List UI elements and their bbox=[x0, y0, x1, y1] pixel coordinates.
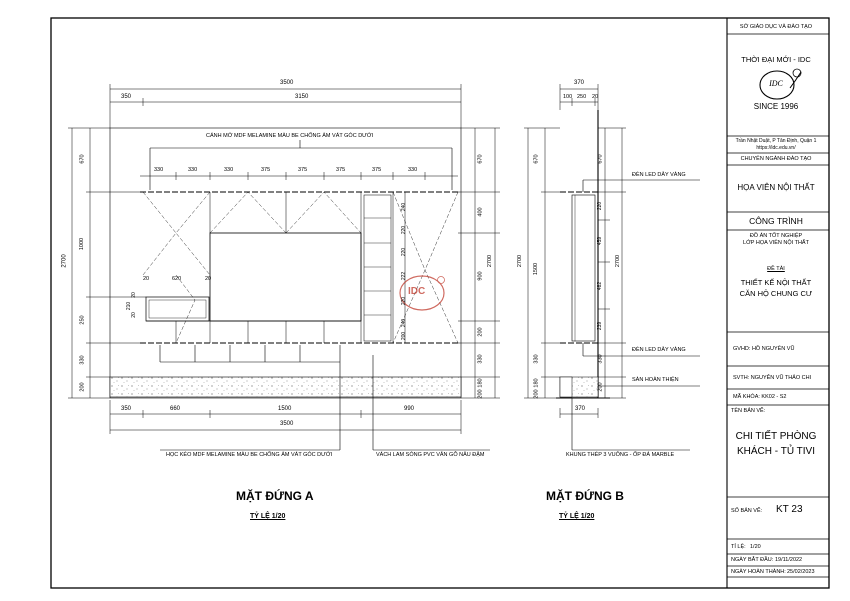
tb-sheet-no: KT 23 bbox=[776, 504, 803, 515]
dim-a-right: 330 bbox=[477, 354, 484, 364]
dim-a-left-total: 2700 bbox=[61, 254, 68, 268]
elevation-a-scale: TỶ LỆ 1/20 bbox=[250, 513, 286, 520]
dim-a-right: 200 bbox=[477, 389, 484, 399]
tb-scale-label: TỈ LỆ: bbox=[731, 544, 746, 550]
tb-major: HỌA VIÊN NỘI THẤT bbox=[737, 183, 815, 192]
dim-b-right: 482 bbox=[597, 281, 604, 291]
tb-start-value: 19/11/2022 bbox=[775, 557, 803, 563]
shelf-dim: 375 bbox=[372, 167, 382, 173]
tb-start-label: NGÀY BẮT ĐẦU: bbox=[731, 557, 774, 563]
dim-a-left: 670 bbox=[79, 154, 86, 164]
dim-a-bottom-total: 3500 bbox=[280, 421, 294, 427]
tb-major-label: CHUYÊN NGÀNH ĐÀO TẠO bbox=[740, 156, 812, 162]
shelf-dim: 375 bbox=[336, 167, 346, 173]
side-col-dim: 222 bbox=[401, 271, 408, 281]
dim-b-left-total: 2700 bbox=[517, 254, 524, 268]
door-callout-label: CÁNH MỞ MDF MELAMINE MÀU BE CHỐNG ẨM VÁT GÓC DƯỚI bbox=[206, 133, 374, 139]
tb-instructor: GVHD: HỒ NGUYÊN VŨ bbox=[733, 346, 795, 352]
lam-callout-label: VÁCH LAM SÓNG PVC VÂN GỖ NÂU ĐẬM bbox=[376, 452, 485, 458]
dim-a-right: 400 bbox=[477, 207, 484, 217]
dim-b-right: 670 bbox=[597, 154, 604, 164]
dim-a-top-main: 3150 bbox=[295, 94, 309, 100]
tb-sheet-label: SỐ BẢN VẼ: bbox=[731, 508, 763, 514]
dim-b-left: 330 bbox=[533, 354, 540, 364]
dim-a-right: 670 bbox=[477, 154, 484, 164]
led-bottom-label: ĐÈN LED DÂY VÀNG bbox=[632, 347, 686, 353]
floor-label: SÀN HOÀN THIỆN bbox=[632, 377, 679, 383]
dim-b-left: 1500 bbox=[533, 262, 540, 276]
tb-project-label: CÔNG TRÌNH bbox=[749, 216, 803, 226]
dim-a-bottom: 660 bbox=[170, 406, 181, 412]
dim-b-left: 670 bbox=[533, 154, 540, 164]
shelf-dim: 375 bbox=[298, 167, 308, 173]
dim-b-right: 459 bbox=[597, 236, 604, 246]
dim-b-top-split: 100 bbox=[563, 94, 573, 100]
elevation-a-title: MẶT ĐỨNG A bbox=[236, 489, 314, 503]
dim-a-bottom: 1500 bbox=[278, 406, 292, 412]
dim-b-right: 200 bbox=[597, 382, 604, 392]
title-block-rules bbox=[727, 34, 829, 577]
tb-course: MÃ KHÓA: KK02 - S2 bbox=[733, 394, 787, 400]
dim-b-left: 200 bbox=[533, 389, 540, 399]
side-col-dim: 220 bbox=[401, 296, 408, 306]
tb-end-value: 25/02/2023 bbox=[787, 569, 815, 575]
tb-topic-line1: THIẾT KẾ NỘI THẤT bbox=[740, 278, 812, 287]
elevation-b-scale: TỶ LỆ 1/20 bbox=[559, 513, 595, 520]
dim-a-right: 180 bbox=[477, 378, 484, 388]
tb-since: SINCE 1996 bbox=[753, 102, 799, 111]
elevation-b-title: MẶT ĐỨNG B bbox=[546, 489, 624, 503]
watermark-text: IDC bbox=[408, 286, 426, 297]
dim-b-bottom: 370 bbox=[575, 406, 586, 412]
tb-scale-value: 1/20 bbox=[750, 544, 761, 550]
tb-website: https://idc.edu.vn/ bbox=[756, 145, 796, 151]
steel-callout-label: KHUNG THÉP 3 VUÔNG - ỐP ĐÁ MARBLE bbox=[566, 452, 675, 458]
dim-a-bottom: 990 bbox=[404, 406, 415, 412]
shelf-dim: 330 bbox=[408, 167, 418, 173]
dim-a-left: 330 bbox=[79, 355, 86, 365]
inner-dim: 20 bbox=[143, 276, 150, 282]
dim-a-left: 250 bbox=[79, 315, 86, 325]
dim-a-left: 1000 bbox=[79, 237, 86, 251]
dim-b-top-total: 370 bbox=[574, 80, 585, 86]
tb-drawing-name-label: TÊN BẢN VẼ: bbox=[731, 408, 766, 414]
tb-drawing-name-line2: KHÁCH - TỦ TIVI bbox=[737, 446, 815, 457]
side-col-dim: 220 bbox=[401, 247, 408, 257]
tb-topic-label: ĐỀ TÀI bbox=[767, 266, 785, 272]
drawer-callout-label: HỌC KÉO MDF MELAMINE MÀU BE CHỐNG ẨM VÁT GÓC DƯỚI bbox=[166, 452, 333, 458]
led-top-label: ĐÈN LED DÂY VÀNG bbox=[632, 172, 686, 178]
shelf-dim: 330 bbox=[154, 167, 164, 173]
dim-b-left: 180 bbox=[533, 378, 540, 388]
side-col-dim: 240 bbox=[401, 202, 408, 212]
side-col-dim: 200 bbox=[401, 331, 408, 341]
tb-topic-line2: CĂN HỘ CHUNG CƯ bbox=[739, 289, 813, 298]
dim-a-left: 200 bbox=[79, 382, 86, 392]
shelf-dim: 375 bbox=[261, 167, 271, 173]
dim-a-bottom: 350 bbox=[121, 406, 132, 412]
dim-a-top-left: 350 bbox=[121, 94, 132, 100]
box-dim: 20 bbox=[130, 312, 137, 318]
tb-project-line1: ĐỒ ÁN TỐT NGHIỆP bbox=[749, 233, 803, 239]
dim-a-right: 200 bbox=[477, 327, 484, 337]
dim-b-right-total: 2700 bbox=[615, 254, 622, 268]
tb-end-label: NGÀY HOÀN THÀNH: bbox=[731, 569, 786, 575]
dim-b-top-split: 250 bbox=[577, 94, 587, 100]
dim-b-right: 330 bbox=[597, 354, 604, 364]
side-col-dim: 240 bbox=[401, 318, 408, 328]
dim-a-right-total: 2700 bbox=[487, 254, 494, 268]
tb-project-line2: LỚP HỌA VIÊN NỘI THẤT bbox=[743, 240, 809, 246]
dim-a-right: 900 bbox=[477, 271, 484, 281]
tb-drawing-name-line1: CHI TIẾT PHÒNG bbox=[735, 431, 817, 442]
elevation-b bbox=[524, 84, 700, 450]
inner-dim: 20 bbox=[205, 276, 212, 282]
inner-dim: 620 bbox=[172, 276, 182, 282]
side-col-dim: 220 bbox=[401, 225, 408, 235]
tb-school: THỜI ĐẠI MỚI - IDC bbox=[741, 55, 811, 64]
dim-b-top-split: 20 bbox=[592, 94, 599, 100]
tb-logo-text: IDC bbox=[769, 79, 783, 88]
shelf-dim: 330 bbox=[224, 167, 234, 173]
tb-ministry: SỞ GIÁO DỤC VÀ ĐÀO TẠO bbox=[739, 24, 813, 30]
box-dim: 210 bbox=[126, 301, 133, 311]
box-dim: 20 bbox=[130, 292, 137, 298]
dim-a-top-total: 3500 bbox=[280, 80, 294, 86]
tb-student: SVTH: NGUYỄN VŨ THẢO CHI bbox=[733, 375, 812, 381]
dim-b-right: 239 bbox=[597, 321, 604, 331]
dim-b-right: 220 bbox=[597, 201, 604, 211]
shelf-dim: 330 bbox=[188, 167, 198, 173]
tb-address: Trần Nhật Duật, P Tân Định, Quận 1 bbox=[735, 138, 817, 144]
